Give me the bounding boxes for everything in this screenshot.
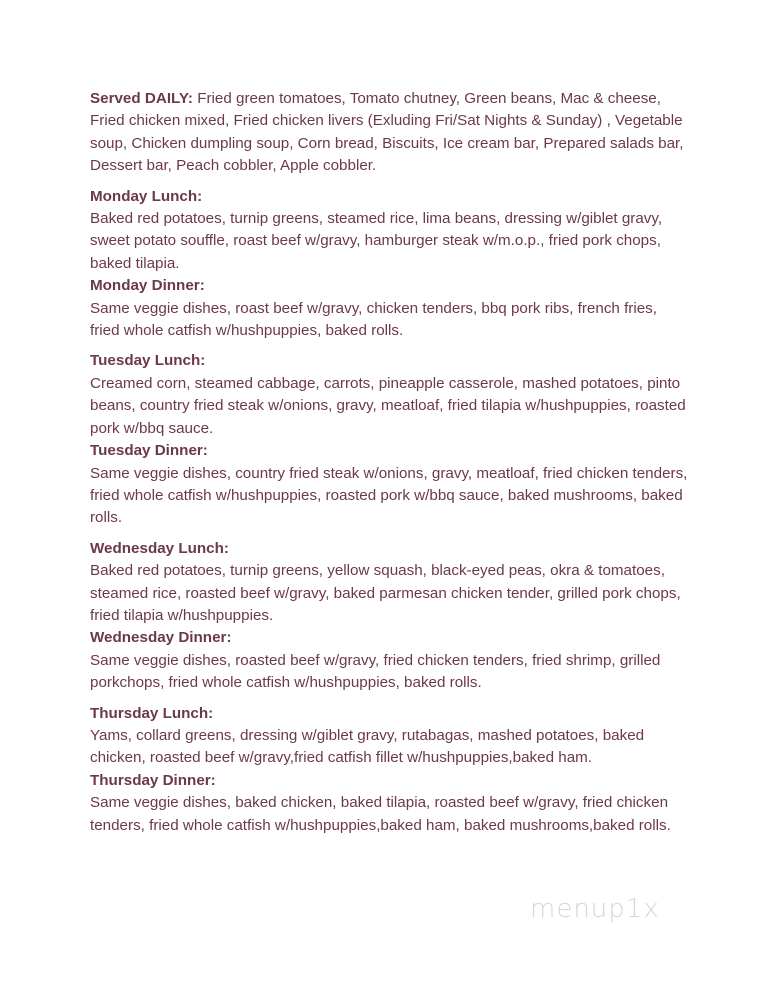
thursday-dinner-heading: Thursday Dinner:	[90, 771, 216, 789]
wednesday-lunch-heading: Wednesday Lunch:	[90, 539, 229, 557]
tuesday-dinner-text: Same veggie dishes, country fried steak w/onions, gravy, meatloaf, fried chicken tenders, fried whole catfish w/hushpuppies, roasted pork w/bbq sauce, baked mushrooms, baked rolls.	[90, 464, 688, 527]
tuesday-dinner-heading: Tuesday Dinner:	[90, 442, 208, 460]
wednesday-dinner-heading: Wednesday Dinner:	[90, 629, 232, 647]
monday-section	[90, 186, 690, 343]
thursday-section	[90, 703, 690, 837]
monday-lunch-heading: Monday Lunch:	[90, 187, 203, 205]
monday-lunch-text: Baked red potatoes, turnip greens, steamed rice, lima beans, dressing w/giblet gravy, sweet potato souffle, roast beef w/gravy, hamburger steak w/m.o.p., fried pork chops, baked tilapia.	[90, 210, 663, 272]
daily-items	[90, 88, 690, 178]
tuesday-section	[90, 350, 690, 529]
wednesday-section	[90, 538, 690, 695]
monday-dinner-text: Same veggie dishes, roast beef w/gravy, chicken tenders, bbq pork ribs, french fries, fried whole catfish w/hushpuppies, baked rolls.	[90, 299, 657, 340]
tuesday-lunch-text: Creamed corn, steamed cabbage, carrots, pineapple casserole, mashed potatoes, pinto beans, country fried steak w/onions, gravy, meatloaf, fried tilapia w/hushpuppies, roasted pork w/bbq sauce.	[90, 374, 686, 437]
wednesday-lunch-text: Baked red potatoes, turnip greens, yellow squash, black-eyed peas, okra & tomatoes, steamed rice, roasted beef w/gravy, baked parmesan chicken tender, grilled pork chops, fried tilapia w/hushpuppies.	[90, 562, 681, 624]
thursday-lunch-heading: Thursday Lunch:	[90, 704, 214, 722]
thursday-lunch-text: Yams, collard greens, dressing w/giblet gravy, rutabagas, mashed potatoes, baked chicken, roasted beef w/gravy,fried catfish fillet w/hushpuppies,baked ham.	[90, 726, 645, 767]
tuesday-lunch-heading: Tuesday Lunch:	[90, 352, 206, 370]
monday-dinner-heading: Monday Dinner:	[90, 277, 205, 295]
menu-document	[90, 88, 690, 845]
wednesday-dinner-text: Same veggie dishes, roasted beef w/gravy, fried chicken tenders, fried shrimp, grilled porkchops, fried whole catfish w/hushpuppies, baked rolls.	[90, 651, 661, 692]
daily-text: Fried green tomatoes, Tomato chutney, Green beans, Mac & cheese, Fried chicken mixed, Fried chicken livers (Exluding Fri/Sat Nights & Sunday) , Vegetable soup, Chicken dumpling soup, Corn bread, Biscuits, Ice cream bar, Prepared salads bar, Dessert bar, Peach cobbler, Apple cobbler.	[90, 90, 684, 175]
menupix-watermark: menup1x	[530, 894, 660, 924]
thursday-dinner-text: Same veggie dishes, baked chicken, baked tilapia, roasted beef w/gravy, fried chicken tenders, fried whole catfish w/hushpuppies,baked ham, baked mushrooms,baked rolls.	[90, 794, 671, 834]
daily-label: Served DAILY:	[90, 90, 193, 107]
